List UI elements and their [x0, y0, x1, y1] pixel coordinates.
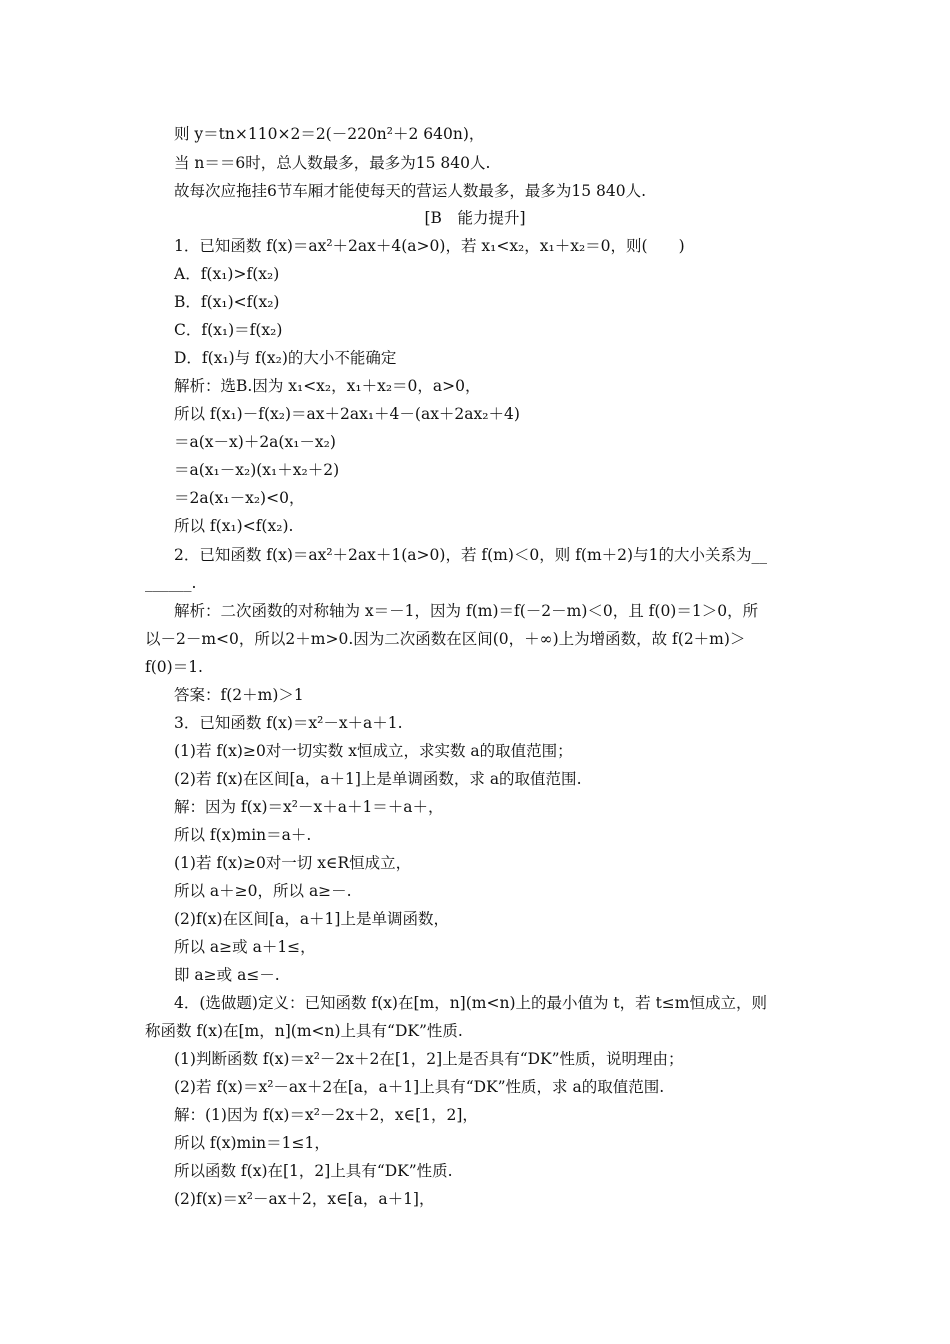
- question-line: 1．已知函数 f(x)＝ax²＋2ax＋4(a>0)，若 x₁<x₂，x₁＋x₂＝0，则( ): [174, 237, 685, 255]
- text-line: (2)若 f(x)＝x²－ax＋2在[a，a＋1]上具有“DK”性质，求 a的取值范围.: [174, 1078, 665, 1096]
- text-line: 所以 f(x₁)－f(x₂)＝ax＋2ax₁＋4－(ax＋2ax₂＋4): [174, 405, 520, 423]
- text-line: 所以 a≥或 a＋1≤，: [174, 938, 316, 956]
- section-heading: [B 能力提升]: [424, 209, 526, 227]
- text-line: 所以函数 f(x)在[1，2]上具有“DK”性质.: [174, 1162, 453, 1180]
- answer-line: 答案：f(2＋m)＞1: [174, 686, 304, 704]
- text-line: 解析：选B.因为 x₁<x₂，x₁＋x₂＝0，a>0，: [174, 377, 481, 395]
- text-line: 即 a≥或 a≤－.: [174, 966, 280, 984]
- question-line: 3．已知函数 f(x)＝x²－x＋a＋1.: [174, 714, 403, 732]
- option-b: B．f(x₁)<f(x₂): [174, 293, 280, 311]
- text-line: 所以 f(x)min＝a＋.: [174, 826, 312, 844]
- text-line: 则 y＝tn×110×2＝2(－220n²＋2 640n)，: [174, 125, 485, 143]
- text-line: (1)若 f(x)≥0对一切 x∈R恒成立，: [174, 854, 412, 872]
- text-line: 以－2－m<0，所以2＋m>0.因为二次函数在区间(0，＋∞)上为增函数，故 f(2＋m)＞: [145, 630, 746, 648]
- text-line: 当 n＝＝6时，总人数最多，最多为15 840人.: [174, 154, 491, 172]
- text-line: 解：因为 f(x)＝x²－x＋a＋1＝＋a＋，: [174, 798, 444, 816]
- text-line: 所以 f(x₁)<f(x₂).: [174, 517, 294, 535]
- text-line: 故每次应拖挂6节车厢才能使每天的营运人数最多，最多为15 840人.: [174, 182, 647, 200]
- text-line: (2)f(x)在区间[a，a＋1]上是单调函数，: [174, 910, 449, 928]
- text-line: ＝a(x₁－x₂)(x₁＋x₂＋2): [174, 461, 340, 479]
- question-line: 2．已知函数 f(x)＝ax²＋2ax＋1(a>0)，若 f(m)＜0，则 f(m＋2)与1的大小关系为__: [174, 546, 767, 564]
- text-line: 解析：二次函数的对称轴为 x＝－1，因为 f(m)＝f(－2－m)＜0，且 f(0)＝1＞0，所: [174, 602, 759, 620]
- text-line: (1)若 f(x)≥0对一切实数 x恒成立，求实数 a的取值范围；: [174, 742, 573, 760]
- option-d: D．f(x₁)与 f(x₂)的大小不能确定: [174, 349, 397, 367]
- text-line: 解：(1)因为 f(x)＝x²－2x＋2，x∈[1，2]，: [174, 1106, 478, 1124]
- text-line: ＝a(x－x)＋2a(x₁－x₂): [174, 433, 336, 451]
- text-line: ＝2a(x₁－x₂)<0，: [174, 489, 305, 507]
- text-line: ______.: [145, 574, 197, 592]
- text-line: (1)判断函数 f(x)＝x²－2x＋2在[1，2]上是否具有“DK”性质，说明理由；: [174, 1050, 684, 1068]
- text-line: 所以 f(x)min＝1≤1，: [174, 1134, 330, 1152]
- question-line: 4．(选做题)定义：已知函数 f(x)在[m，n](m<n)上的最小值为 t，若 t≤m恒成立，则: [174, 994, 767, 1012]
- text-line: (2)若 f(x)在区间[a，a＋1]上是单调函数，求 a的取值范围.: [174, 770, 582, 788]
- option-a: A．f(x₁)>f(x₂): [174, 265, 280, 283]
- text-line: (2)f(x)＝x²－ax＋2，x∈[a，a＋1]，: [174, 1190, 435, 1208]
- text-line: 称函数 f(x)在[m，n](m<n)上具有“DK”性质.: [145, 1022, 463, 1040]
- text-line: f(0)＝1.: [145, 658, 203, 676]
- text-line: 所以 a＋≥0，所以 a≥－.: [174, 882, 352, 900]
- option-c: C．f(x₁)＝f(x₂): [174, 321, 283, 339]
